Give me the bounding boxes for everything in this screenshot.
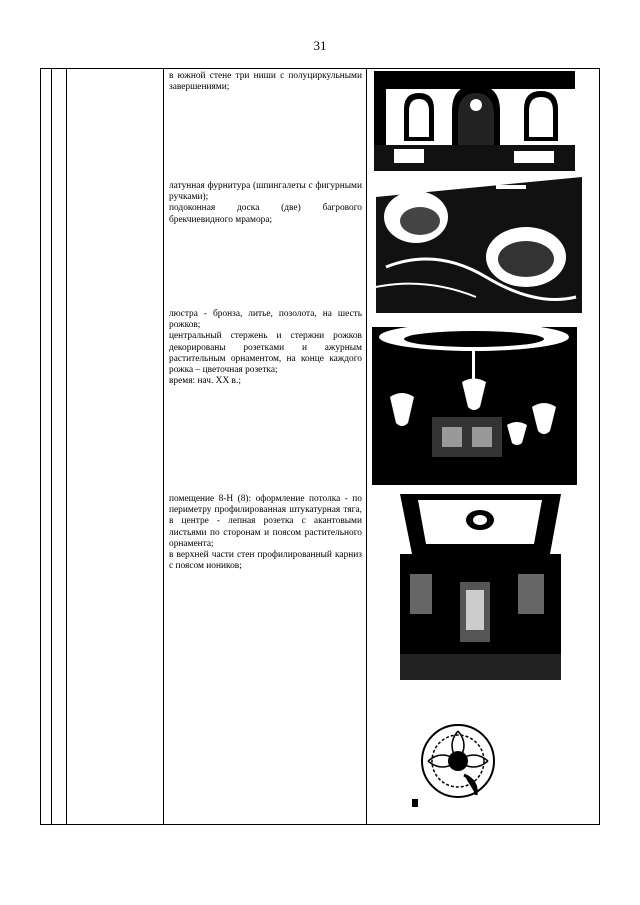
description-line: в южной стене три ниши с полуциркульными завершениями; <box>169 71 362 93</box>
description-line: в верхней части стен профилированный карниз с поясом иоников; <box>169 550 362 572</box>
photo-chandelier <box>372 327 577 485</box>
element-description <box>169 71 362 93</box>
column-divider <box>366 69 367 824</box>
element-description <box>169 309 362 387</box>
description-line: помещение 8-Н (8): оформление потолка - по периметру профилированная штукатурная тяга, в центре - лепная розетка с акантовыми листьями по сторонам и поясом растительного орнамента; <box>169 494 362 549</box>
description-line: подоконная доска (две) багрового брекчиевидного мрамора; <box>169 203 362 225</box>
description-line: люстра - бронза, литье, позолота, на шесть рожков; <box>169 309 362 331</box>
photo-south-wall-niches <box>374 71 575 171</box>
description-line: латунная фурнитура (шпингалеты с фигурными ручками); <box>169 181 362 203</box>
page-number: 31 <box>313 38 327 53</box>
monument-table <box>40 68 600 825</box>
photo-ceiling-rosette <box>408 721 503 811</box>
description-line: время: нач. XX в.; <box>169 376 241 387</box>
photo-window-fittings-marble <box>376 177 582 313</box>
photo-room-8n-ceiling <box>400 494 561 680</box>
description-line: центральный стержень и стержни рожков декорированы розетками и ажурным растительным орнаментом, на конце каждого рожка – цветочная розетка; <box>169 331 362 376</box>
column-divider <box>163 69 164 824</box>
element-description <box>169 494 362 572</box>
column-divider <box>51 69 52 824</box>
element-description <box>169 181 362 226</box>
column-divider <box>66 69 67 824</box>
